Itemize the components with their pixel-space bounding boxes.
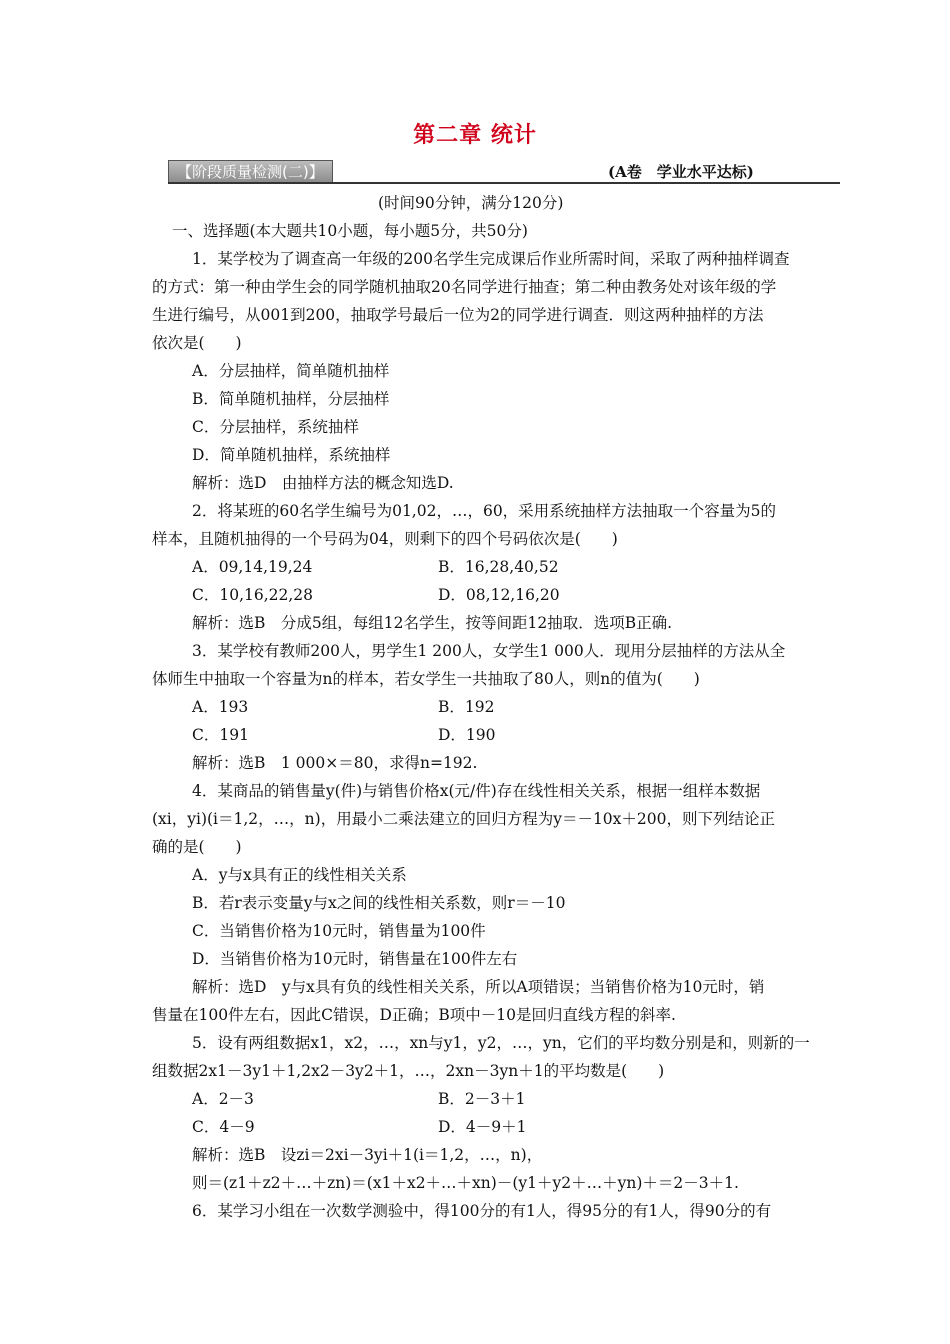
question-2-answer: 解析：选B 分成5组，每组12名学生，按等间距12抽取．选项B正确. [192, 614, 673, 632]
question-3-option-b: B．192 [438, 698, 495, 716]
question-3-option-a: A．193 [192, 698, 249, 716]
time-info: (时间90分钟，满分120分) [378, 194, 564, 212]
question-4-option-c: C．当销售价格为10元时，销售量为100件 [192, 922, 486, 940]
question-1-line-3: 生进行编号，从001到200，抽取学号最后一位为2的同学进行调查．则这两种抽样的方法 [152, 306, 764, 324]
chapter-title: 第二章 统计 [413, 122, 537, 148]
question-1-line-2: 的方式：第一种由学生会的同学随机抽取20名同学进行抽查；第二种由教务处对该年级的学 [152, 278, 777, 296]
volume-label: (A卷 学业水平达标) [608, 163, 754, 181]
question-3-line-1: 3．某学校有教师200人，男学生1 200人，女学生1 000人．现用分层抽样的方法从全 [192, 642, 786, 660]
question-4-line-2: (xi，yi)(i＝1,2，…，n)，用最小二乘法建立的回归方程为y＝－10x＋200，则下列结论正 [152, 810, 775, 828]
stage-badge: 【阶段质量检测(二)】 [168, 160, 333, 184]
question-3-option-c: C．191 [192, 726, 249, 744]
question-5-option-a: A．2－3 [192, 1090, 254, 1108]
question-6-line-1: 6．某学习小组在一次数学测验中，得100分的有1人，得95分的有1人，得90分的有 [192, 1202, 772, 1220]
question-3-answer: 解析：选B 1 000×＝80，求得n=192. [192, 754, 478, 772]
question-2-option-a: A．09,14,19,24 [192, 558, 313, 576]
question-4-option-d: D．当销售价格为10元时，销售量在100件左右 [192, 950, 518, 968]
question-2-option-c: C．10,16,22,28 [192, 586, 314, 604]
question-4-option-b: B．若r表示变量y与x之间的线性相关系数，则r＝－10 [192, 894, 566, 912]
question-5-answer-line-1: 解析：选B 设zi＝2xi－3yi＋1(i＝1,2，…，n)， [192, 1146, 543, 1164]
question-4-answer-line-2: 售量在100件左右，因此C错误，D正确；B项中－10是回归直线方程的斜率. [152, 1006, 676, 1024]
question-4-answer-line-1: 解析：选D y与x具有负的线性相关关系，所以A项错误；当销售价格为10元时，销 [192, 978, 765, 996]
question-1-answer: 解析：选D 由抽样方法的概念知选D. [192, 474, 454, 492]
question-5-line-1: 5．设有两组数据x1，x2，…，xn与y1，y2，…，yn，它们的平均数分别是和，则新的一 [192, 1034, 810, 1052]
question-3-option-d: D．190 [438, 726, 496, 744]
section-heading: 一、选择题(本大题共10小题，每小题5分，共50分) [172, 222, 528, 240]
banner-divider [168, 182, 840, 184]
question-3-line-2: 体师生中抽取一个容量为n的样本，若女学生一共抽取了80人，则n的值为( ) [152, 670, 700, 688]
question-2-option-b: B．16,28,40,52 [438, 558, 559, 576]
question-5-option-c: C．4－9 [192, 1118, 255, 1136]
question-1-option-d: D．简单随机抽样，系统抽样 [192, 446, 391, 464]
question-5-option-d: D．4－9＋1 [438, 1118, 527, 1136]
question-1-option-b: B．简单随机抽样，分层抽样 [192, 390, 390, 408]
question-5-answer-line-2: 则＝(z1＋z2＋…＋zn)＝(x1＋x2＋…＋xn)－(y1＋y2＋…＋yn)＋＝2－3＋1. [192, 1174, 739, 1192]
question-2-option-d: D．08,12,16,20 [438, 586, 560, 604]
question-4-line-1: 4．某商品的销售量y(件)与销售价格x(元/件)存在线性相关关系，根据一组样本数据 [192, 782, 761, 800]
question-2-line-2: 样本，且随机抽得的一个号码为04，则剩下的四个号码依次是( ) [152, 530, 618, 548]
question-1-line-4: 依次是( ) [152, 334, 242, 352]
question-2-line-1: 2．将某班的60名学生编号为01,02，…，60，采用系统抽样方法抽取一个容量为5的 [192, 502, 777, 520]
question-4-option-a: A．y与x具有正的线性相关关系 [192, 866, 407, 884]
question-1-line-1: 1．某学校为了调查高一年级的200名学生完成课后作业所需时间，采取了两种抽样调查 [192, 250, 790, 268]
question-4-line-3: 确的是( ) [152, 838, 242, 856]
question-1-option-c: C．分层抽样，系统抽样 [192, 418, 359, 436]
section-banner [168, 160, 840, 184]
question-5-line-2: 组数据2x1－3y1＋1,2x2－3y2＋1，…，2xn－3yn＋1的平均数是( ) [152, 1062, 665, 1080]
question-1-option-a: A．分层抽样，简单随机抽样 [192, 362, 390, 380]
question-5-option-b: B．2－3＋1 [438, 1090, 526, 1108]
